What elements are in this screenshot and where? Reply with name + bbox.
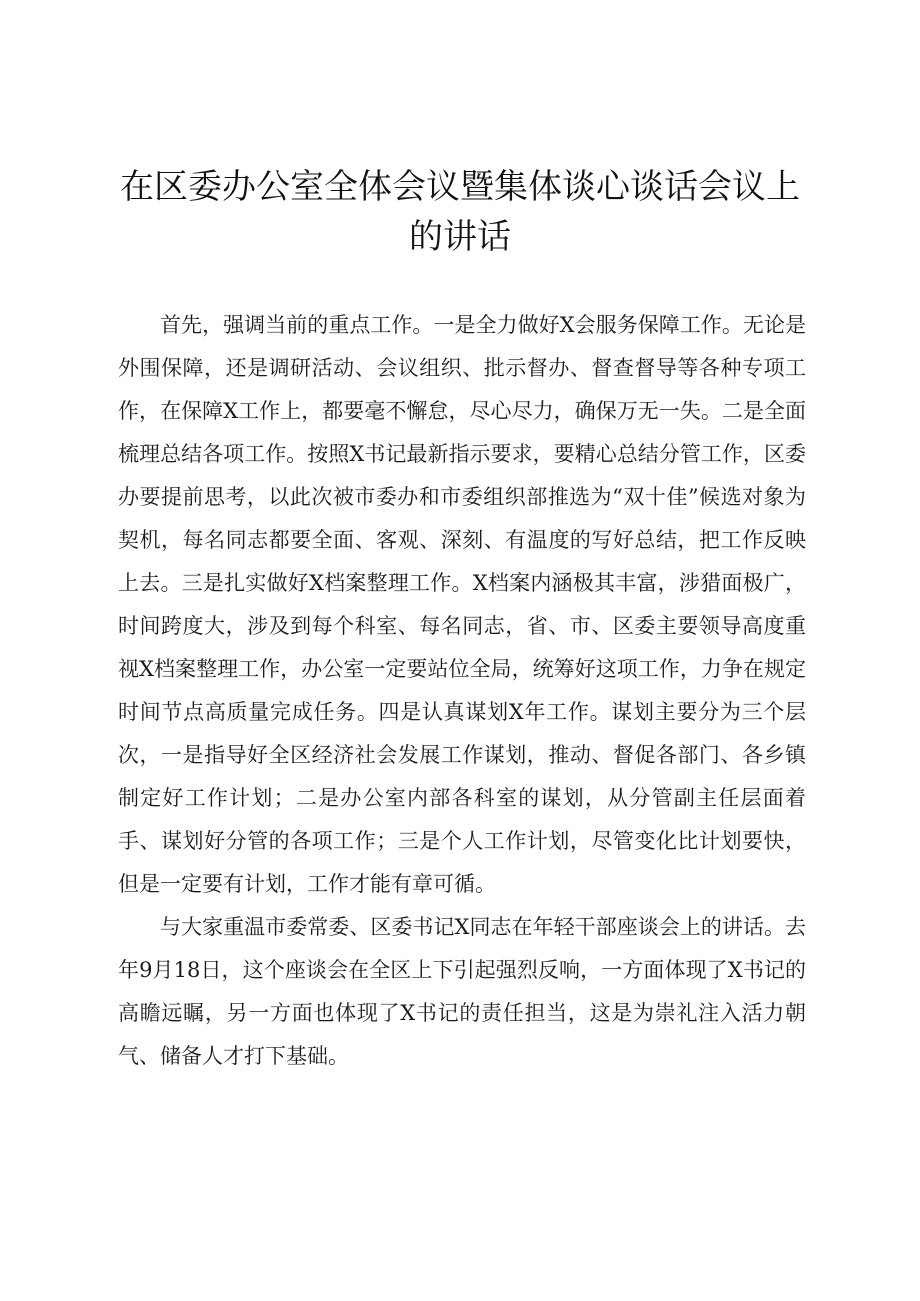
paragraph-1: 首先，强调当前的重点工作。一是全力做好X会服务保障工作。无论是外围保障，还是调研活动、会议组织、批示督办、督查督导等各种专项工作，在保障X工作上，都要毫不懈怠，尽心尽力，确保万无一失。二是全面梳理总结各项工作。按照X书记最新指示要求，要精心总结分管工作，区委办要提前思考，以此次被市委办和市委组织部推选为“双十佳”候选对象为契机，每名同志都要全面、客观、深刻、有温度的写好总结，把工作反映上去。三是扎实做好X档案整理工作。X档案内涵极其丰富，涉猎面极广，时间跨度大，涉及到每个科室、每名同志，省、市、区委主要领导高度重视X档案整理工作，办公室一定要站位全局，统筹好这项工作，力争在规定时间节点高质量完成任务。四是认真谋划X年工作。谋划主要分为三个层次，一是指导好全区经济社会发展工作谋划，推动、督促各部门、各乡镇制定好工作计划；二是办公室内部各科室的谋划，从分管副主任层面着手、谋划好分管的各项工作；三是个人工作计划，尽管变化比计划要快，但是一定要有计划，工作才能有章可循。	[118, 313, 806, 896]
document-title: 在区委办公室全体会议暨集体谈心谈话会议上的讲话	[120, 167, 800, 257]
paragraph-2: 与大家重温市委常委、区委书记X同志在年轻干部座谈会上的讲话。去年9月18日，这个座谈会在全区上下引起强烈反响，一方面体现了X书记的高瞻远瞩，另一方面也体现了X书记的责任担当，这是为崇礼注入活力朝气、储备人才打下基础。	[118, 915, 806, 1068]
document-body	[118, 304, 806, 1078]
